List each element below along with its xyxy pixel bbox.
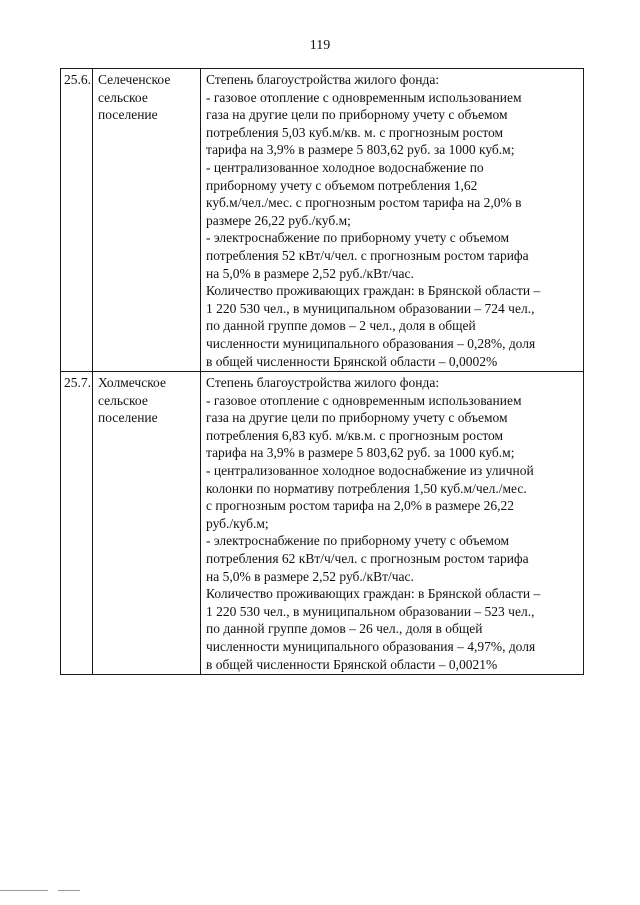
description-line: - электроснабжение по приборному учету с объемом (206, 230, 510, 246)
description-line: приборному учету с объемом потребления 1,62 (206, 177, 478, 193)
description-line: численности муниципального образования – 4,97%, доля (206, 639, 536, 654)
row-number-cell (61, 372, 93, 675)
description-line: Количество проживающих граждан: в Брянской области – (206, 283, 541, 299)
settlement-name-line: сельское (98, 89, 148, 105)
row-number-cell (61, 69, 93, 372)
description-cell (201, 69, 584, 372)
settlement-name-line: поселение (98, 107, 158, 123)
description-line: - централизованное холодное водоснабжение из уличной (206, 463, 534, 479)
footer-rule (58, 890, 80, 891)
description-line: на 5,0% в размере 2,52 руб./кВт/час. (206, 265, 414, 281)
settlement-name-cell (93, 69, 201, 372)
description-line: 1 220 530 чел., в муниципальном образовании – 724 чел., (206, 300, 535, 316)
description-line: потребления 62 кВт/ч/чел. с прогнозным ростом тарифа (206, 551, 529, 567)
settlement-name-cell (93, 372, 201, 675)
description-line: потребления 5,03 куб.м/кв. м. с прогнозным ростом (206, 124, 504, 140)
table-row (61, 372, 584, 675)
description-line: по данной группе домов – 2 чел., доля в общей (206, 318, 476, 334)
row-number: 25.7. (64, 375, 91, 391)
description-line: Степень благоустройства жилого фонда: (206, 375, 440, 391)
description-cell (201, 372, 584, 675)
description-line: потребления 6,83 куб. м/кв.м. с прогнозным ростом (206, 427, 504, 443)
table-body (61, 69, 584, 675)
description-line: газа на другие цели по приборному учету с объемом (206, 410, 508, 426)
description-line: в общей численности Брянской области – 0,0002% (206, 353, 498, 369)
tariff-table (60, 68, 584, 675)
settlement-name-line: Селеченское (98, 72, 171, 87)
table-row (61, 69, 584, 372)
description-line: тарифа на 3,9% в размере 5 803,62 руб. за 1000 куб.м; (206, 445, 515, 461)
description-line: руб./куб.м; (206, 515, 269, 531)
description-line: численности муниципального образования – 0,28%, доля (206, 335, 536, 351)
description-line: - централизованное холодное водоснабжение по (206, 159, 484, 175)
footer-rule (0, 890, 48, 891)
description-line: Количество проживающих граждан: в Брянской области – (206, 586, 541, 602)
description-line: с прогнозным ростом тарифа на 2,0% в размере 26,22 (206, 498, 515, 514)
description-line: потребления 52 кВт/ч/чел. с прогнозным ростом тарифа (206, 247, 529, 263)
settlement-name-line: сельское (98, 392, 148, 408)
description-line: газа на другие цели по приборному учету с объемом (206, 107, 508, 123)
description-line: - газовое отопление с одновременным использованием (206, 89, 522, 105)
description-line: - газовое отопление с одновременным использованием (206, 392, 522, 408)
description-line: колонки по нормативу потребления 1,50 куб.м/чел./мес. (206, 480, 527, 496)
settlement-name-line: поселение (98, 410, 158, 426)
description-line: - электроснабжение по приборному учету с объемом (206, 533, 510, 549)
description-line: на 5,0% в размере 2,52 руб./кВт/час. (206, 568, 414, 584)
description-line: размере 26,22 руб./куб.м; (206, 212, 351, 228)
description-line: куб.м/чел./мес. с прогнозным ростом тарифа на 2,0% в (206, 195, 522, 211)
description-line: 1 220 530 чел., в муниципальном образовании – 523 чел., (206, 603, 535, 619)
row-number: 25.6. (64, 72, 91, 87)
description-line: по данной группе домов – 26 чел., доля в общей (206, 621, 483, 637)
settlement-name-line: Холмечское (98, 375, 166, 391)
page-number: 119 (309, 38, 331, 53)
description-line: в общей численности Брянской области – 0,0021% (206, 656, 498, 672)
description-line: Степень благоустройства жилого фонда: (206, 72, 440, 87)
description-line: тарифа на 3,9% в размере 5 803,62 руб. за 1000 куб.м; (206, 142, 515, 158)
